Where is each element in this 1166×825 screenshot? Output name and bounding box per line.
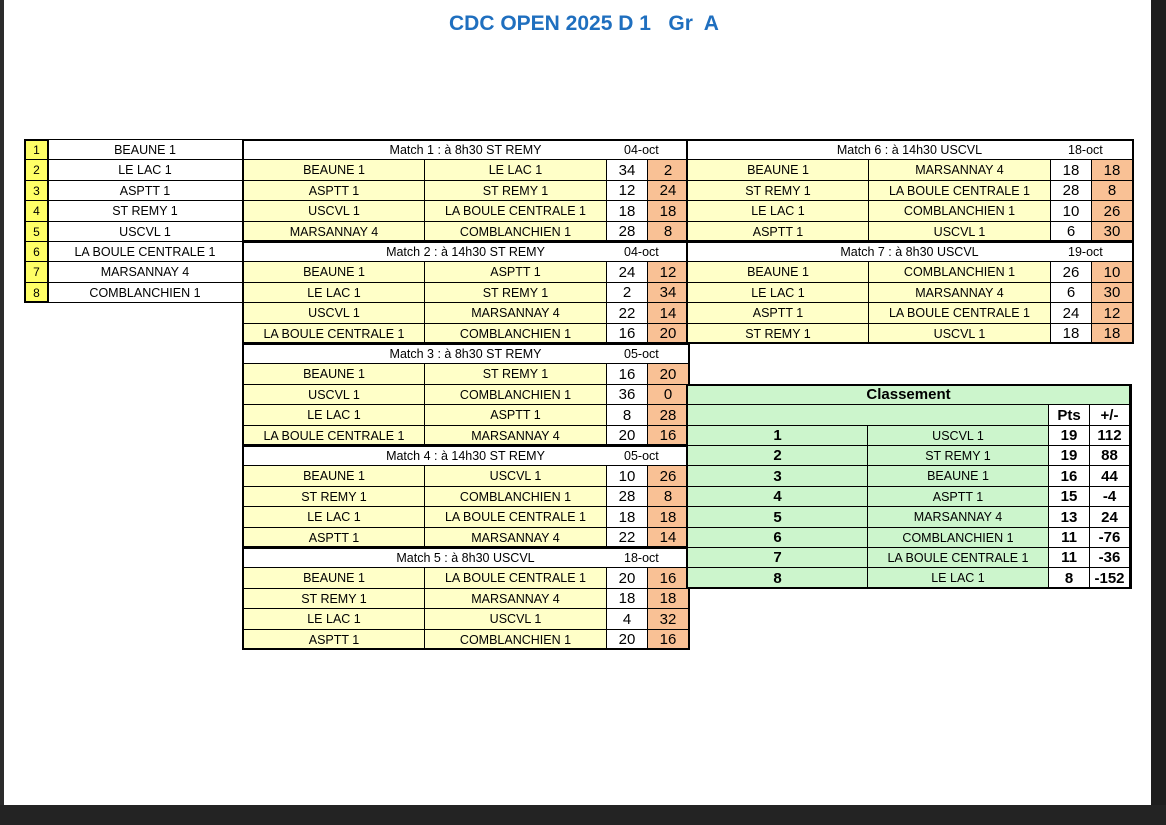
standings-diff: -152 [1089, 567, 1130, 589]
away-score: 18 [647, 506, 689, 528]
away-score: 34 [647, 282, 689, 303]
window-edge [1151, 0, 1166, 805]
away-score: 14 [647, 527, 689, 548]
away-score: 28 [647, 404, 689, 426]
away-score: 18 [647, 588, 689, 609]
away-team: MARSANNAY 4 [424, 588, 607, 609]
away-score: 2 [647, 159, 689, 181]
match-date: 18-oct [606, 547, 689, 568]
home-team: BEAUNE 1 [243, 567, 425, 589]
home-team: ASPTT 1 [687, 302, 869, 324]
home-team: ST REMY 1 [687, 323, 869, 344]
home-score: 10 [1050, 200, 1092, 222]
away-team: MARSANNAY 4 [424, 527, 607, 548]
away-score: 18 [647, 200, 689, 222]
away-team: ASPTT 1 [424, 261, 607, 283]
home-team: ST REMY 1 [687, 180, 869, 201]
away-team: COMBLANCHIEN 1 [424, 384, 607, 405]
match-date: 04-oct [606, 139, 689, 160]
away-score: 0 [647, 384, 689, 405]
home-score: 6 [1050, 221, 1092, 242]
home-team: BEAUNE 1 [687, 261, 869, 283]
standings-points: 11 [1048, 527, 1090, 548]
home-score: 16 [606, 323, 648, 344]
standings-title: Classement [687, 384, 1130, 405]
match-header: Match 6 : à 14h30 USCVL [687, 139, 1051, 160]
diff-header: +/- [1089, 404, 1130, 426]
home-team: LE LAC 1 [687, 282, 869, 303]
standings-rank: 4 [687, 486, 868, 507]
away-score: 20 [647, 363, 689, 385]
match-header: Match 1 : à 8h30 ST REMY [243, 139, 607, 160]
away-score: 26 [1091, 200, 1133, 222]
home-score: 28 [1050, 180, 1092, 201]
away-score: 24 [647, 180, 689, 201]
away-team: COMBLANCHIEN 1 [868, 200, 1051, 222]
away-score: 8 [647, 486, 689, 507]
home-team: ASPTT 1 [243, 180, 425, 201]
home-team: ST REMY 1 [243, 486, 425, 507]
standings-rank: 6 [687, 527, 868, 548]
standings-rank: 5 [687, 506, 868, 528]
standings-team: BEAUNE 1 [867, 465, 1049, 487]
home-team: LE LAC 1 [243, 404, 425, 426]
home-team: ASPTT 1 [687, 221, 869, 242]
away-team: USCVL 1 [868, 221, 1051, 242]
away-score: 14 [647, 302, 689, 324]
match-date: 18-oct [1050, 139, 1133, 160]
team-name: USCVL 1 [47, 221, 243, 242]
team-name: LE LAC 1 [47, 159, 243, 181]
home-score: 18 [1050, 159, 1092, 181]
home-score: 18 [606, 506, 648, 528]
home-score: 24 [606, 261, 648, 283]
away-team: ASPTT 1 [424, 404, 607, 426]
team-index: 3 [25, 180, 48, 201]
standings-rank: 1 [687, 425, 868, 446]
team-index: 2 [25, 159, 48, 181]
standings-points: 11 [1048, 547, 1090, 568]
home-score: 18 [606, 200, 648, 222]
home-team: USCVL 1 [243, 302, 425, 324]
standings-team: LE LAC 1 [867, 567, 1049, 589]
standings-points: 19 [1048, 425, 1090, 446]
home-team: LE LAC 1 [243, 282, 425, 303]
home-score: 6 [1050, 282, 1092, 303]
away-team: COMBLANCHIEN 1 [868, 261, 1051, 283]
home-score: 28 [606, 221, 648, 242]
home-team: BEAUNE 1 [687, 159, 869, 181]
away-team: COMBLANCHIEN 1 [424, 323, 607, 344]
away-score: 12 [647, 261, 689, 283]
away-score: 16 [647, 567, 689, 589]
home-team: LA BOULE CENTRALE 1 [243, 323, 425, 344]
standings-diff: 88 [1089, 445, 1130, 466]
team-index: 7 [25, 261, 48, 283]
home-score: 20 [606, 629, 648, 650]
home-score: 16 [606, 363, 648, 385]
standings-points: 13 [1048, 506, 1090, 528]
away-team: MARSANNAY 4 [868, 159, 1051, 181]
match-date: 04-oct [606, 241, 689, 262]
home-score: 20 [606, 425, 648, 446]
standings-diff: -76 [1089, 527, 1130, 548]
home-score: 8 [606, 404, 648, 426]
home-team: LE LAC 1 [243, 608, 425, 630]
team-name: COMBLANCHIEN 1 [47, 282, 243, 303]
standings-team: ST REMY 1 [867, 445, 1049, 466]
match-header: Match 3 : à 8h30 ST REMY [243, 343, 607, 364]
away-team: LA BOULE CENTRALE 1 [868, 302, 1051, 324]
away-score: 16 [647, 425, 689, 446]
home-team: BEAUNE 1 [243, 363, 425, 385]
away-team: ST REMY 1 [424, 282, 607, 303]
standings-points: 8 [1048, 567, 1090, 589]
standings-team: LA BOULE CENTRALE 1 [867, 547, 1049, 568]
home-team: ST REMY 1 [243, 588, 425, 609]
standings-rank: 8 [687, 567, 868, 589]
away-score: 18 [1091, 323, 1133, 344]
home-score: 22 [606, 527, 648, 548]
match-header: Match 5 : à 8h30 USCVL [243, 547, 607, 568]
home-team: BEAUNE 1 [243, 465, 425, 487]
pts-header: Pts [1048, 404, 1090, 426]
team-index: 4 [25, 200, 48, 222]
match-date: 05-oct [606, 343, 689, 364]
away-team: LA BOULE CENTRALE 1 [424, 506, 607, 528]
match-header: Match 7 : à 8h30 USCVL [687, 241, 1051, 262]
standings-diff: -36 [1089, 547, 1130, 568]
away-score: 8 [1091, 180, 1133, 201]
home-score: 2 [606, 282, 648, 303]
home-score: 28 [606, 486, 648, 507]
standings-team: USCVL 1 [867, 425, 1049, 446]
team-index: 1 [25, 139, 48, 160]
home-score: 20 [606, 567, 648, 589]
home-score: 34 [606, 159, 648, 181]
away-score: 12 [1091, 302, 1133, 324]
match-date: 19-oct [1050, 241, 1133, 262]
home-team: ASPTT 1 [243, 527, 425, 548]
away-team: LA BOULE CENTRALE 1 [424, 567, 607, 589]
away-score: 16 [647, 629, 689, 650]
home-score: 10 [606, 465, 648, 487]
away-score: 18 [1091, 159, 1133, 181]
away-score: 30 [1091, 282, 1133, 303]
standings-points: 15 [1048, 486, 1090, 507]
home-score: 4 [606, 608, 648, 630]
home-team: BEAUNE 1 [243, 159, 425, 181]
team-name: ST REMY 1 [47, 200, 243, 222]
away-team: USCVL 1 [868, 323, 1051, 344]
home-score: 36 [606, 384, 648, 405]
standings-header-blank [687, 404, 1049, 426]
away-team: USCVL 1 [424, 465, 607, 487]
away-team: LE LAC 1 [424, 159, 607, 181]
home-team: ASPTT 1 [243, 629, 425, 650]
home-team: USCVL 1 [243, 384, 425, 405]
home-score: 26 [1050, 261, 1092, 283]
match-header: Match 2 : à 14h30 ST REMY [243, 241, 607, 262]
team-name: BEAUNE 1 [47, 139, 243, 160]
away-score: 26 [647, 465, 689, 487]
standings-diff: -4 [1089, 486, 1130, 507]
standings-diff: 44 [1089, 465, 1130, 487]
team-index: 5 [25, 221, 48, 242]
away-team: ST REMY 1 [424, 363, 607, 385]
page-title: CDC OPEN 2025 D 1 Gr A [449, 12, 719, 35]
away-score: 32 [647, 608, 689, 630]
standings-points: 16 [1048, 465, 1090, 487]
away-team: LA BOULE CENTRALE 1 [424, 200, 607, 222]
standings-rank: 2 [687, 445, 868, 466]
standings-diff: 24 [1089, 506, 1130, 528]
home-team: USCVL 1 [243, 200, 425, 222]
away-team: COMBLANCHIEN 1 [424, 486, 607, 507]
home-team: LA BOULE CENTRALE 1 [243, 425, 425, 446]
away-team: MARSANNAY 4 [868, 282, 1051, 303]
team-name: ASPTT 1 [47, 180, 243, 201]
away-team: ST REMY 1 [424, 180, 607, 201]
team-name: LA BOULE CENTRALE 1 [47, 241, 243, 262]
standings-team: COMBLANCHIEN 1 [867, 527, 1049, 548]
away-score: 10 [1091, 261, 1133, 283]
away-score: 30 [1091, 221, 1133, 242]
away-team: USCVL 1 [424, 608, 607, 630]
home-team: BEAUNE 1 [243, 261, 425, 283]
window-edge-bottom [0, 805, 1166, 825]
away-team: MARSANNAY 4 [424, 302, 607, 324]
away-score: 8 [647, 221, 689, 242]
home-team: MARSANNAY 4 [243, 221, 425, 242]
standings-diff: 112 [1089, 425, 1130, 446]
away-score: 20 [647, 323, 689, 344]
match-header: Match 4 : à 14h30 ST REMY [243, 445, 607, 466]
home-team: LE LAC 1 [687, 200, 869, 222]
home-score: 22 [606, 302, 648, 324]
home-score: 12 [606, 180, 648, 201]
team-name: MARSANNAY 4 [47, 261, 243, 283]
standings-rank: 3 [687, 465, 868, 487]
home-score: 18 [606, 588, 648, 609]
team-index: 8 [25, 282, 48, 303]
away-team: COMBLANCHIEN 1 [424, 629, 607, 650]
standings-team: ASPTT 1 [867, 486, 1049, 507]
standings-team: MARSANNAY 4 [867, 506, 1049, 528]
away-team: LA BOULE CENTRALE 1 [868, 180, 1051, 201]
home-team: LE LAC 1 [243, 506, 425, 528]
standings-rank: 7 [687, 547, 868, 568]
home-score: 24 [1050, 302, 1092, 324]
document-page [4, 0, 1151, 805]
match-date: 05-oct [606, 445, 689, 466]
away-team: COMBLANCHIEN 1 [424, 221, 607, 242]
home-score: 18 [1050, 323, 1092, 344]
team-index: 6 [25, 241, 48, 262]
standings-points: 19 [1048, 445, 1090, 466]
away-team: MARSANNAY 4 [424, 425, 607, 446]
